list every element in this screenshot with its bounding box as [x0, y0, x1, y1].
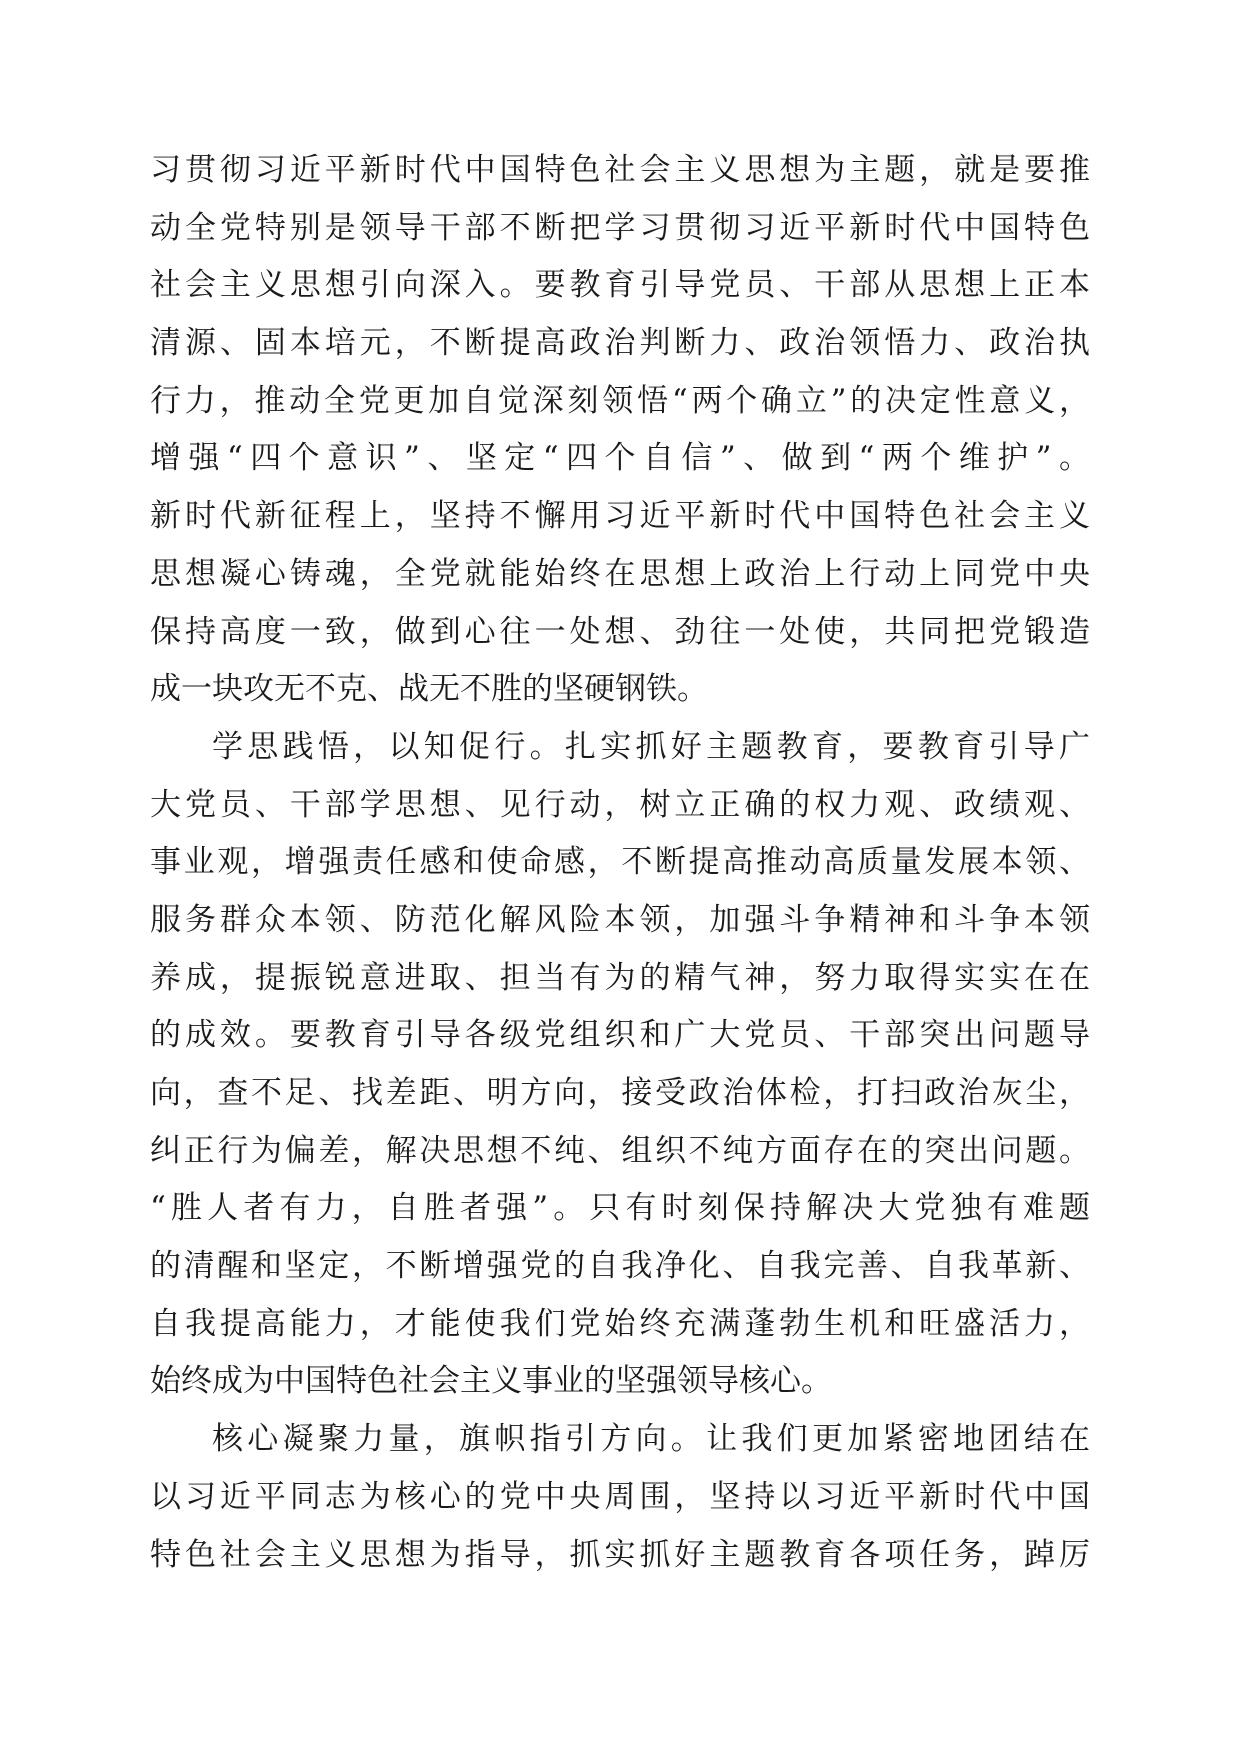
text-line: 社会主义思想引向深入。要教育引导党员、干部从思想上正本 [150, 267, 1090, 304]
text-line: 事业观，增强责任感和使命感，不断提高推动高质量发展本领、 [150, 844, 1090, 881]
paragraph-3 [150, 1411, 1090, 1584]
text-line: 的成效。要教育引导各级党组织和广大党员、干部突出问题导 [150, 1017, 1090, 1054]
text-line: 行力，推动全党更加自觉深刻领悟“两个确立”的决定性意义， [150, 382, 1090, 419]
text-line: 服务群众本领、防范化解风险本领，加强斗争精神和斗争本领 [150, 901, 1090, 938]
text-line: 增强“四个意识”、坚定“四个自信”、做到“两个维护”。 [150, 440, 1090, 477]
document-body [150, 142, 1090, 1584]
text-line: 自我提高能力，才能使我们党始终充满蓬勃生机和旺盛活力， [150, 1305, 1090, 1342]
text-line: 以习近平同志为核心的党中央周围，坚持以习近平新时代中国 [150, 1478, 1090, 1515]
text-line: 保持高度一致，做到心往一处想、劲往一处使，共同把党锻造 [150, 613, 1090, 650]
text-line: 学思践悟，以知促行。扎实抓好主题教育，要教育引导广 [212, 728, 1090, 765]
text-line: 的清醒和坚定，不断增强党的自我净化、自我完善、自我革新、 [150, 1248, 1090, 1285]
text-line: 养成，提振锐意进取、担当有为的精气神，努力取得实实在在 [150, 959, 1090, 996]
paragraph-2 [150, 719, 1090, 1411]
paragraph-1 [150, 142, 1090, 719]
text-line: “胜人者有力，自胜者强”。只有时刻保持解决大党独有难题 [150, 1190, 1090, 1227]
text-line: 动全党特别是领导干部不断把学习贯彻习近平新时代中国特色 [150, 209, 1090, 246]
text-line: 新时代新征程上，坚持不懈用习近平新时代中国特色社会主义 [150, 498, 1090, 535]
text-line: 清源、固本培元，不断提高政治判断力、政治领悟力、政治执 [150, 325, 1090, 362]
text-line: 特色社会主义思想为指导，抓实抓好主题教育各项任务，踔厉 [150, 1536, 1090, 1573]
text-line: 纠正行为偏差，解决思想不纯、组织不纯方面存在的突出问题。 [150, 1132, 1090, 1169]
text-line: 思想凝心铸魂，全党就能始终在思想上政治上行动上同党中央 [150, 555, 1090, 592]
text-line: 核心凝聚力量，旗帜指引方向。让我们更加紧密地团结在 [212, 1421, 1090, 1458]
text-line: 向，查不足、找差距、明方向，接受政治体检，打扫政治灰尘， [150, 1075, 1090, 1111]
text-line: 成一块攻无不克、战无不胜的坚硬钢铁。 [150, 671, 708, 708]
text-line: 习贯彻习近平新时代中国特色社会主义思想为主题，就是要推 [150, 152, 1090, 188]
text-line: 始终成为中国特色社会主义事业的坚强领导核心。 [150, 1363, 832, 1400]
text-line: 大党员、干部学思想、见行动，树立正确的权力观、政绩观、 [150, 786, 1090, 823]
